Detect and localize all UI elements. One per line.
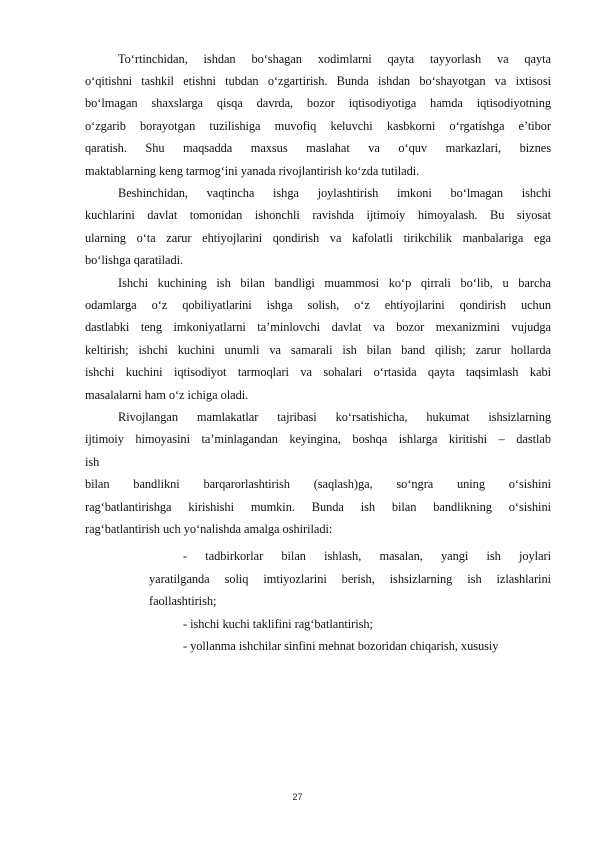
text-line: ijtimoiy himoyasini ta’minlagandan keyingina, boshqa ishlarga kiritishi – dastlab	[85, 432, 551, 446]
list-item-continuation: yaratilganda soliq imtiyozlarini berish, ishsizlarning ish izlashlarini	[149, 572, 551, 586]
text-line: Ishchi kuchining ish bilan bandligi muammosi ko‘p qirrali bo‘lib, u barcha	[118, 276, 551, 290]
list-item-continuation: faollashtirish;	[149, 594, 217, 608]
text-line: ularning o‘ta zarur ehtiyojlarini qondirish va kafolatli tirikchilik manbalariga ega	[85, 231, 551, 245]
text-line: rag‘batlantirish uch yo‘nalishda amalga oshiriladi:	[85, 522, 333, 536]
text-line: ish	[85, 455, 100, 469]
list-item: - yollanma ishchilar sinfini mehnat bozoridan chiqarish, xususiy	[183, 639, 499, 653]
text-line: dastlabki teng imkoniyatlarni ta’minlovchi davlat va bozor mexanizmini vujudga	[85, 320, 551, 334]
text-line: maktablarning keng tarmog‘ini yanada rivojlantirish ko‘zda tutiladi.	[85, 164, 420, 178]
page-number: 27	[292, 792, 303, 802]
text-line: odamlarga o‘z qobiliyatlarini ishga solish, o‘z ehtiyojlarini qondirish uchun	[85, 298, 551, 312]
text-line: bo‘lmagan shaxslarga qisqa davrda, bozor iqtisodiyotiga hamda iqtisodiyotning	[85, 96, 551, 110]
text-line: masalalarni ham o‘z ichiga oladi.	[85, 388, 249, 402]
text-line: o‘qitishni tashkil etishni tubdan o‘zgartirish. Bunda ishdan bo‘shayotgan va ixtisosi	[85, 74, 551, 88]
text-line: rag‘batlantirishga kirishishi mumkin. Bunda ish bilan bandlikning o‘sishini	[85, 500, 551, 514]
list-item: - ishchi kuchi taklifini rag‘batlantirish;	[183, 617, 373, 631]
text-line: o‘zgarib borayotgan tuzilishiga muvofiq keluvchi kasbkorni o‘rgatishga e’tibor	[85, 119, 551, 133]
text-line: Beshinchidan, vaqtincha ishga joylashtirish imkoni bo‘lmagan ishchi	[118, 186, 551, 200]
text-line: Rivojlangan mamlakatlar tajribasi ko‘rsatishicha, hukumat ishsizlarning	[118, 410, 551, 424]
text-line: To‘rtinchidan, ishdan bo‘shagan xodimlarni qayta tayyorlash va qayta	[118, 52, 551, 66]
text-line: keltirish; ishchi kuchini unumli va samarali ish bilan band qilish; zarur hollarda	[85, 343, 551, 357]
text-line: kuchlarini davlat tomonidan ishonchli ravishda ijtimoiy himoyalash. Bu siyosat	[85, 208, 551, 222]
text-line: bo‘lishga qaratiladi.	[85, 253, 184, 267]
text-line: ishchi kuchini iqtisodiyot tarmoqlari va sohalari o‘rtasida qayta taqsimlash kabi	[85, 365, 551, 379]
list-item: - tadbirkorlar bilan ishlash, masalan, yangi ish joylari	[183, 549, 551, 563]
text-line: qaratish. Shu maqsadda maxsus maslahat va o‘quv markazlari, biznes	[85, 141, 551, 155]
text-line: bilan bandlikni barqarorlashtirish (saqlash)ga, so‘ngra uning o‘sishini	[85, 477, 551, 491]
